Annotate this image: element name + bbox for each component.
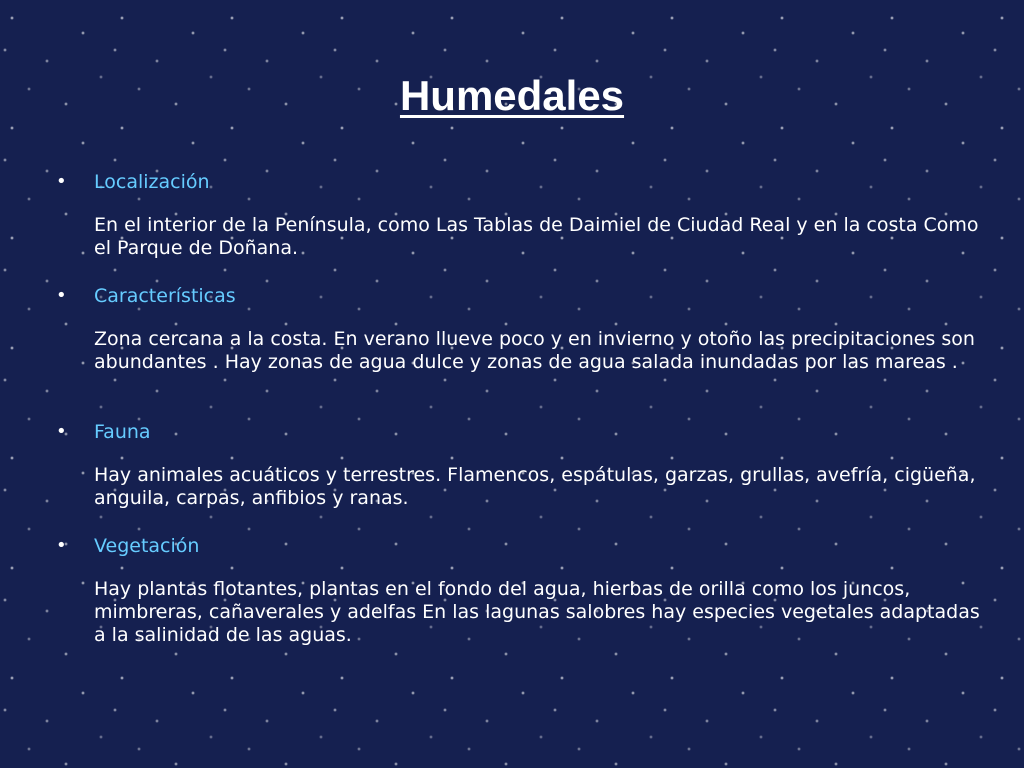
bullet-icon: • (56, 421, 67, 442)
slide-content (56, 168, 996, 647)
section-heading: Fauna (94, 421, 151, 443)
slide-title-text: Humedales (399, 72, 625, 119)
bullet-icon: • (56, 171, 67, 192)
section-heading: Localización (94, 171, 210, 193)
section-caracteristicas (56, 282, 996, 374)
bullet-icon: • (56, 535, 67, 556)
section-body: Hay animales acuáticos y terrestres. Flamencos, espátulas, garzas, grullas, avefría, cigüeña, anguila, carpas, anfibios y ranas. (94, 464, 976, 509)
section-body: Hay plantas flotantes, plantas en el fondo del agua, hierbas de orilla como los juncos, mimbreras, cañaverales y adelfas En las lagunas salobres hay especies vegetales adaptadas a la salinidad de las aguas. (94, 578, 980, 646)
section-heading: Características (94, 285, 236, 307)
section-localizacion (56, 168, 996, 260)
bullet-icon: • (56, 285, 67, 306)
section-heading: Vegetación (94, 535, 200, 557)
slide-title (0, 70, 1024, 122)
section-body: En el interior de la Península, como Las Tablas de Daimiel de Ciudad Real y en la costa Como el Parque de Doñana. (94, 214, 979, 259)
section-fauna (56, 418, 996, 510)
section-body: Zona cercana a la costa. En verano llueve poco y en invierno y otoño las precipitaciones son abundantes . Hay zonas de agua dulce y zonas de agua salada inundadas por las mareas . (94, 328, 975, 373)
section-vegetacion (56, 532, 996, 647)
